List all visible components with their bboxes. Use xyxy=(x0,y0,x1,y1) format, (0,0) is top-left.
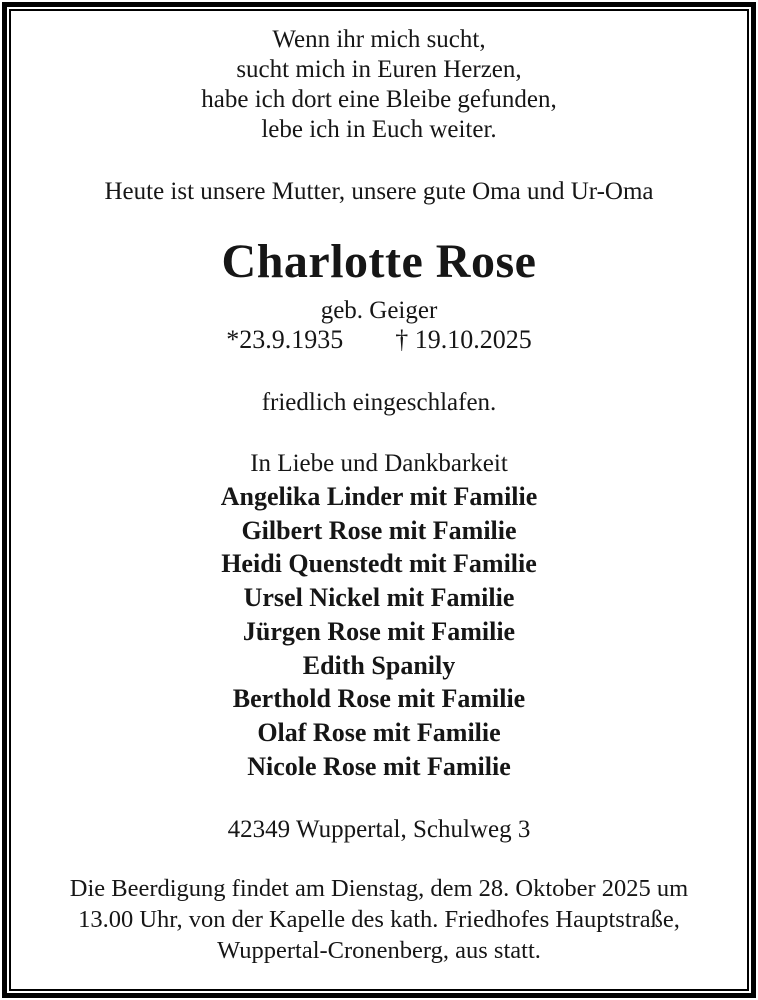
memorial-poem xyxy=(19,25,739,145)
mourner-line: Berthold Rose mit Familie xyxy=(232,684,526,714)
mourner-line: Nicole Rose mit Familie xyxy=(247,751,511,781)
mourner-line: Ursel Nickel mit Familie xyxy=(243,583,515,613)
passing-statement: friedlich eingeschlafen. xyxy=(261,389,497,416)
home-address: 42349 Wuppertal, Schulweg 3 xyxy=(227,816,531,844)
death-date: † 19.10.2025 xyxy=(395,325,532,354)
obituary-frame-outer xyxy=(2,2,756,998)
mourner-line: Gilbert Rose mit Familie xyxy=(241,515,517,545)
life-dates xyxy=(19,325,739,355)
birth-date: *23.9.1935 xyxy=(226,325,344,354)
poem-line: lebe ich in Euch weiter. xyxy=(261,116,497,143)
poem-line: sucht mich in Euren Herzen, xyxy=(236,56,522,83)
poem-line: habe ich dort eine Bleibe gefunden, xyxy=(201,86,557,113)
mourner-line: Edith Spanily xyxy=(302,650,456,680)
maiden-name: geb. Geiger xyxy=(320,297,438,324)
funeral-line: Die Beerdigung findet am Dienstag, dem 28. Oktober 2025 um xyxy=(69,875,689,903)
obituary-frame-inner xyxy=(9,9,749,991)
poem-line: Wenn ihr mich sucht, xyxy=(272,26,486,53)
mourning-intro: In Liebe und Dankbarkeit xyxy=(250,450,508,477)
mourner-line: Olaf Rose mit Familie xyxy=(257,717,501,747)
mourner-list xyxy=(19,480,739,783)
announcement-intro: Heute ist unsere Mutter, unsere gute Oma und Ur-Oma xyxy=(104,178,654,205)
mourner-line: Heidi Quenstedt mit Familie xyxy=(221,549,537,579)
mourner-line: Jürgen Rose mit Familie xyxy=(242,616,516,646)
funeral-line: Wuppertal-Cronenberg, aus statt. xyxy=(217,937,541,965)
deceased-name: Charlotte Rose xyxy=(221,235,537,288)
funeral-line: 13.00 Uhr, von der Kapelle des kath. Friedhofes Hauptstraße, xyxy=(78,906,680,934)
funeral-details xyxy=(19,873,739,966)
mourner-line: Angelika Linder mit Familie xyxy=(220,482,538,511)
